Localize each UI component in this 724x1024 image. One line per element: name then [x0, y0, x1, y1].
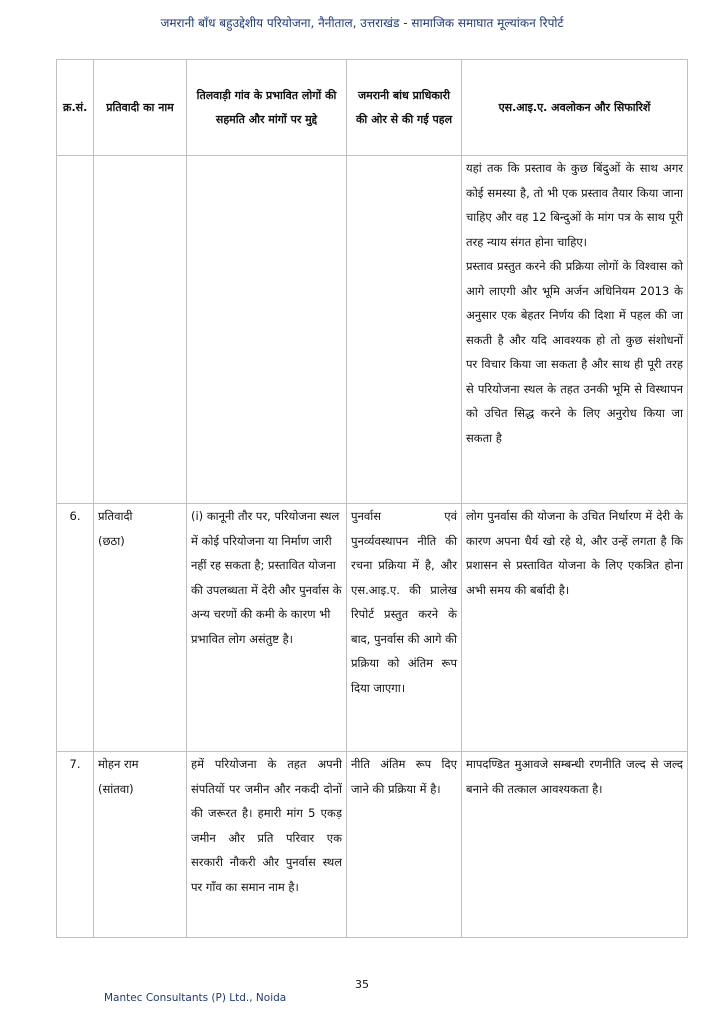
header-sno: क्र.सं.: [57, 60, 94, 156]
cell-sia: मापदण्डित मुआवजे सम्बन्धी रणनीति जल्द से जल्द बनाने की तत्काल आवश्यकता है।: [462, 752, 688, 938]
table-row: [57, 504, 688, 752]
respondent-name: प्रतिवादी: [98, 509, 133, 523]
cell-name: [94, 156, 187, 504]
sia-paragraph-2: प्रस्ताव प्रस्तुत करने की प्रक्रिया लोगों के विश्वास को आगे लाएगी और भूमि अर्जन अधिनियम 2013 के अनुसार एक बेहतर निर्णय की दिशा में पहल की जा सकती है और यदि आवश्यक हो तो कुछ संशोधनों पर विचार किया जा सकता है और साथ ही पूरी तरह से परियोजना स्थल के तहत उनकी भूमि से विस्थापन को उचित सिद्ध करने के लिए अनुरोध किया जा सकता है: [466, 259, 683, 445]
footer-company: Mantec Consultants (P) Ltd., Noida: [104, 992, 287, 1004]
cell-name: [94, 504, 187, 752]
cell-sia: [462, 156, 688, 504]
responses-table: [56, 59, 688, 938]
respondent-order: (सांतवा): [98, 781, 134, 796]
cell-sia: लोग पुनर्वास की योजना के उचित निर्धारण में देरी के कारण अपना धैर्य खो रहे थे, और उन्हें लगता है कि प्रशासन से प्रस्तावित योजना के लिए एकत्रित होना अभी समय की बर्बादी है।: [462, 504, 688, 752]
cell-initiative: [347, 156, 462, 504]
respondent-name: मोहन राम: [98, 757, 139, 771]
cell-sno: [57, 156, 94, 504]
header-name: प्रतिवादी का नाम: [94, 60, 187, 156]
running-header: जमरानी बाँध बहुउद्देशीय परियोजना, नैनीताल, उत्तराखंड - सामाजिक समाघात मूल्यांकन रिपोर्ट: [160, 16, 564, 30]
cell-issues: (i) कानूनी तौर पर, परियोजना स्थल में कोई परियोजना या निर्माण जारी नहीं रह सकता है; प्रस्तावित योजना की उपलब्धता में देरी और पुनर्वास के अन्य चरणों की कमी के कारण भी प्रभावित लोग असंतुष्ट है।: [187, 504, 347, 752]
cell-initiative: नीति अंतिम रूप दिए जाने की प्रक्रिया में है।: [347, 752, 462, 938]
table-row-continued: [57, 156, 688, 504]
cell-sno: 6.: [57, 504, 94, 752]
header-issues: तिलवाड़ी गांव के प्रभावित लोगों की सहमति और मांगों पर मुद्दे: [187, 60, 347, 156]
cell-initiative: पुनर्वास एवं पुनर्व्यवस्थापन नीति की रचना प्रक्रिया में है, और एस.आइ.ए. की प्रालेख रिपोर्ट प्रस्तुत करने के बाद, पुनर्वास की आगे की प्रक्रिया को अंतिम रूप दिया जाएगा।: [347, 504, 462, 752]
sia-paragraph-1: यहां तक कि प्रस्ताव के कुछ बिंदुओं के साथ अगर कोई समस्या है, तो भी एक प्रस्ताव तैयार किया जाना चाहिए और वह 12 बिन्दुओं के मांग पत्र के साथ पूरी तरह न्याय संगत होना चाहिए।: [466, 161, 683, 249]
cell-issues: हमें परियोजना के तहत अपनी संपतियों पर जमीन और नकदी दोनों की जरूरत है। हमारी मांग 5 एकड़ जमीन और प्रति परिवार एक सरकारी नौकरी और पुनर्वास स्थल पर गाँव का समान नाम है।: [187, 752, 347, 938]
header-sia: एस.आइ.ए. अवलोकन और सिफारिशें: [462, 60, 688, 156]
cell-name: [94, 752, 187, 938]
cell-sno: 7.: [57, 752, 94, 938]
cell-issues: [187, 156, 347, 504]
table-row: [57, 752, 688, 938]
table-header-row: [57, 60, 688, 156]
page-number: 35: [355, 978, 369, 991]
header-initiative: जमरानी बांध प्राधिकारी की ओर से की गई पहल: [347, 60, 462, 156]
respondent-order: (छठा): [98, 533, 125, 548]
